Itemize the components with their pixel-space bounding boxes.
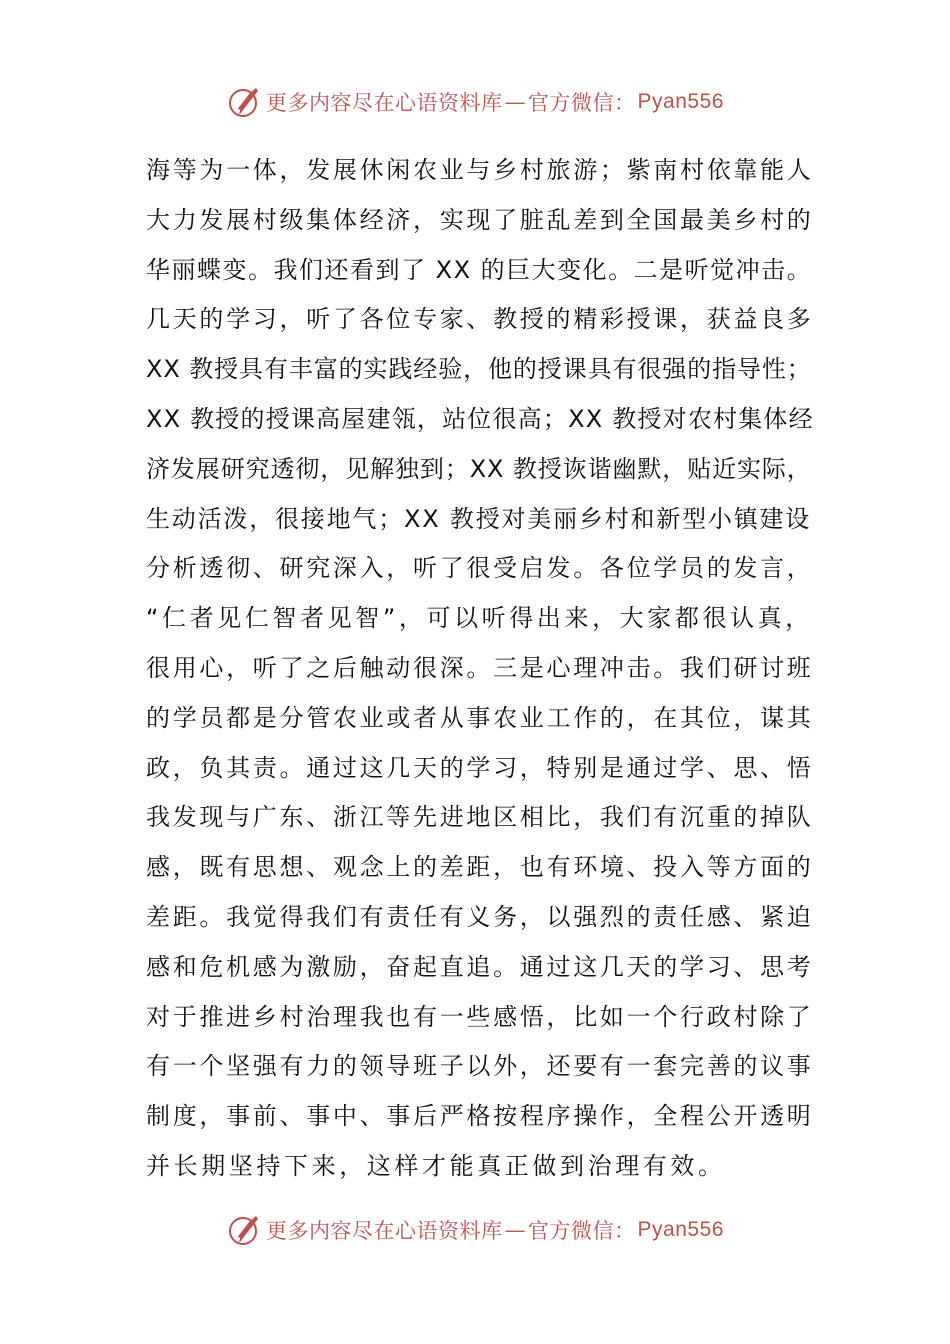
footer-banner [0, 1210, 950, 1250]
body-text-line: 我发现与广东、浙江等先进地区相比，我们有沉重的掉队 [146, 803, 814, 832]
document-body [146, 146, 816, 1192]
body-text-line: 很用心，听了之后触动很深。三是心理冲击。我们研讨班 [146, 653, 814, 682]
banner-wechat-label: 官方微信： [528, 1219, 636, 1243]
body-text-line: 有一个坚强有力的领导班子以外，还要有一套完善的议事 [146, 1052, 814, 1081]
body-text-line: 华丽蝶变。我们还看到了 XX 的巨大变化。二是听觉冲击。 [146, 255, 813, 284]
body-text-line: 大力发展村级集体经济，实现了脏乱差到全国最美乡村的 [146, 205, 814, 234]
banner-site-text: 更多内容尽在心语资料库 [266, 1219, 503, 1243]
body-text-line: “仁者见仁智者见智”，可以听得出来，大家都很认真， [146, 604, 813, 633]
body-text-line: 感和危机感为激励，奋起直追。通过这几天的学习、思考 [146, 952, 814, 981]
body-text-line: 海等为一体，发展休闲农业与乡村旅游；紫南村依靠能人 [146, 156, 814, 184]
body-text-line: 制度，事前、事中、事后严格按程序操作，全程公开透明 [146, 1102, 814, 1131]
pen-nib-logo-icon [226, 1212, 262, 1248]
body-text-line: 分析透彻、研究深入，听了很受启发。各位学员的发言， [146, 554, 814, 583]
body-text-line: XX 教授具有丰富的实践经验，他的授课具有很强的指导性； [146, 355, 812, 384]
body-text-line: 感，既有思想、观念上的差距，也有环境、投入等方面的 [146, 853, 814, 882]
body-text-line: 对于推进乡村治理我也有一些感悟，比如一个行政村除了 [146, 1002, 814, 1031]
banner-wechat-label: 官方微信： [528, 91, 636, 115]
body-text-line: 生动活泼，很接地气；XX 教授对美丽乡村和新型小镇建设 [146, 504, 812, 533]
banner-site-text: 更多内容尽在心语资料库 [266, 91, 503, 115]
banner-dash: — [504, 90, 527, 114]
banner-wechat-id: Pyan556 [637, 1218, 724, 1241]
header-banner [0, 82, 950, 122]
body-text-line: XX 教授的授课高屋建瓴，站位很高；XX 教授对农村集体经 [146, 404, 814, 433]
body-text-line: 政，负其责。通过这几天的学习，特别是通过学、思、悟 [146, 753, 814, 782]
body-text-line: 济发展研究透彻，见解独到；XX 教授诙谐幽默，贴近实际， [146, 454, 812, 483]
banner-dash: — [504, 1218, 527, 1242]
pen-nib-logo-icon [226, 84, 262, 120]
body-text-line: 的学员都是分管农业或者从事农业工作的，在其位，谋其 [146, 703, 814, 732]
banner-wechat-id: Pyan556 [637, 90, 724, 113]
body-text-line: 并长期坚持下来，这样才能真正做到治理有效。 [146, 1151, 726, 1180]
body-text-line: 差距。我觉得我们有责任有义务，以强烈的责任感、紧迫 [146, 902, 814, 931]
body-text-line: 几天的学习，听了各位专家、教授的精彩授课，获益良多 [146, 305, 814, 334]
